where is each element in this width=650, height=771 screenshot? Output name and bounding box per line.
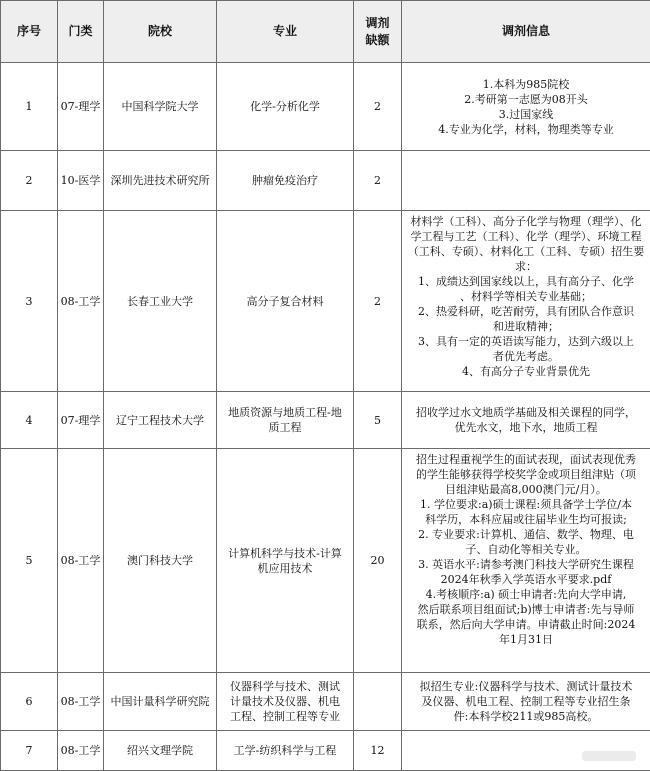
cell-school: 辽宁工程技术大学	[104, 392, 217, 449]
cell-index: 1	[1, 63, 58, 151]
cell-quota: 12	[354, 731, 402, 771]
table-row	[1, 63, 650, 151]
cell-category: 08-工学	[58, 211, 104, 392]
cell-info	[402, 449, 650, 673]
cell-category: 10-医学	[58, 151, 104, 211]
cell-major	[217, 731, 354, 771]
info-line: 及仪器、机电工程、控制工程等专业招生条	[404, 694, 648, 709]
info-line: 材料学（工科）、高分子化学与物理（理学）、化	[404, 214, 648, 229]
cell-category: 07-理学	[58, 63, 104, 151]
cell-index: 2	[1, 151, 58, 211]
header-quota-line: 缺额	[356, 32, 399, 49]
cell-quota: 2	[354, 211, 402, 392]
info-line: 子、自动化等相关专业。	[404, 542, 648, 557]
info-line: 4.考核顺序:a) 硕士申请者:先向大学申请,	[404, 587, 648, 602]
cell-index: 4	[1, 392, 58, 449]
table-row	[1, 731, 650, 771]
cell-info	[402, 392, 650, 449]
info-line: 4、有高分子专业背景优先	[404, 364, 648, 379]
cell-index: 3	[1, 211, 58, 392]
table-row	[1, 211, 650, 392]
cell-school: 中国计量科学研究院	[104, 673, 217, 731]
cell-info	[402, 63, 650, 151]
cell-category: 08-工学	[58, 449, 104, 673]
info-line: 2、热爱科研，吃苦耐劳，具有团队合作意识	[404, 304, 648, 319]
info-line: 招收学过水文地质学基础及相关课程的同学，	[404, 405, 648, 420]
info-line: 学工程与工艺（工科）、化学（理学）、环境工程	[404, 229, 648, 244]
table-row	[1, 392, 650, 449]
info-line: 招生过程重视学生的面试表现，面试表现优秀	[404, 452, 648, 467]
cell-major	[217, 392, 354, 449]
header-row	[1, 1, 650, 63]
info-line: 联系，然后向大学申请。申请截止时间:2024	[404, 617, 648, 632]
cell-quota: 2	[354, 151, 402, 211]
header-quota-line: 调剂	[356, 15, 399, 32]
info-line: 2. 专业要求:计算机、通信、数学、物理、电	[404, 527, 648, 542]
major-line: 肿瘤免疫治疗	[219, 173, 351, 188]
header-school: 院校	[104, 1, 217, 63]
table-row	[1, 151, 650, 211]
info-line: 1.本科为985院校	[404, 77, 648, 92]
cell-info	[402, 151, 650, 211]
major-line: 高分子复合材料	[219, 294, 351, 309]
header-index: 序号	[1, 1, 58, 63]
cell-index: 6	[1, 673, 58, 731]
cell-major	[217, 63, 354, 151]
cell-category: 07-理学	[58, 392, 104, 449]
info-line: 、材料学等相关专业基础；	[404, 289, 648, 304]
header-major: 专业	[217, 1, 354, 63]
cell-school: 深圳先进技术研究所	[104, 151, 217, 211]
major-line: 计量技术及仪器、机电	[219, 694, 351, 709]
major-line: 质工程	[219, 420, 351, 435]
major-line: 计算机科学与技术-计算	[219, 546, 351, 561]
table-row	[1, 449, 650, 673]
cell-info	[402, 211, 650, 392]
cell-quota: 2	[354, 63, 402, 151]
info-line: 件:本科学校211或985高校。	[404, 709, 648, 724]
info-line: 目组津贴最高8,000澳门元/月）。	[404, 482, 648, 497]
cell-school: 绍兴文理学院	[104, 731, 217, 771]
table-row	[1, 673, 650, 731]
major-line: 机应用技术	[219, 561, 351, 576]
cell-index: 7	[1, 731, 58, 771]
info-line: 4.专业为化学，材料，物理类等专业	[404, 122, 648, 137]
cell-school: 中国科学院大学	[104, 63, 217, 151]
cell-major	[217, 211, 354, 392]
info-line: 科学历，本科应届或往届毕业生均可报读;	[404, 512, 648, 527]
cell-info	[402, 673, 650, 731]
header-quota	[354, 1, 402, 63]
major-line: 地质资源与地质工程-地	[219, 405, 351, 420]
info-line: 2024年秋季入学英语水平要求.pdf	[404, 572, 648, 587]
cell-major	[217, 151, 354, 211]
major-line: 工程、控制工程等专业	[219, 709, 351, 724]
info-line: 者优先考虑。	[404, 349, 648, 364]
cell-quota: 20	[354, 449, 402, 673]
info-line: 3. 英语水平:请参考澳门科技大学研究生课程	[404, 557, 648, 572]
info-line: 优先水文，地下水，地质工程	[404, 420, 648, 435]
cell-school: 长春工业大学	[104, 211, 217, 392]
major-line: 化学-分析化学	[219, 99, 351, 114]
info-line: （工科、专硕）、材料化工（工科、专硕）招生要	[404, 244, 648, 259]
blurred-watermark	[582, 751, 636, 761]
major-line: 工学-纺织科学与工程	[219, 743, 351, 758]
info-line: 年1月31日	[404, 632, 648, 647]
info-line: 和进取精神；	[404, 319, 648, 334]
cell-quota: 5	[354, 392, 402, 449]
major-line: 仪器科学与技术、测试	[219, 679, 351, 694]
info-line: 拟招生专业:仪器科学与技术、测试计量技术	[404, 679, 648, 694]
header-category: 门类	[58, 1, 104, 63]
info-line: 3、具有一定的英语读写能力，达到六级以上	[404, 334, 648, 349]
info-line: 然后联系项目组面试;b)博士申请者:先与导师	[404, 602, 648, 617]
cell-quota	[354, 673, 402, 731]
cell-school: 澳门科技大学	[104, 449, 217, 673]
info-line: 1、成绩达到国家线以上，具有高分子、化学	[404, 274, 648, 289]
header-info: 调剂信息	[402, 1, 650, 63]
info-line: 的学生能够获得学校奖学金或项目组津贴（项	[404, 467, 648, 482]
info-line: 2.考研第一志愿为08开头	[404, 92, 648, 107]
cell-major	[217, 449, 354, 673]
info-line: 求：	[404, 259, 648, 274]
cell-index: 5	[1, 449, 58, 673]
cell-category: 08-工学	[58, 673, 104, 731]
info-line: 3.过国家线	[404, 107, 648, 122]
info-line: 1. 学位要求:a)硕士课程:须具备学士学位/本	[404, 497, 648, 512]
cell-major	[217, 673, 354, 731]
cell-category: 08-工学	[58, 731, 104, 771]
